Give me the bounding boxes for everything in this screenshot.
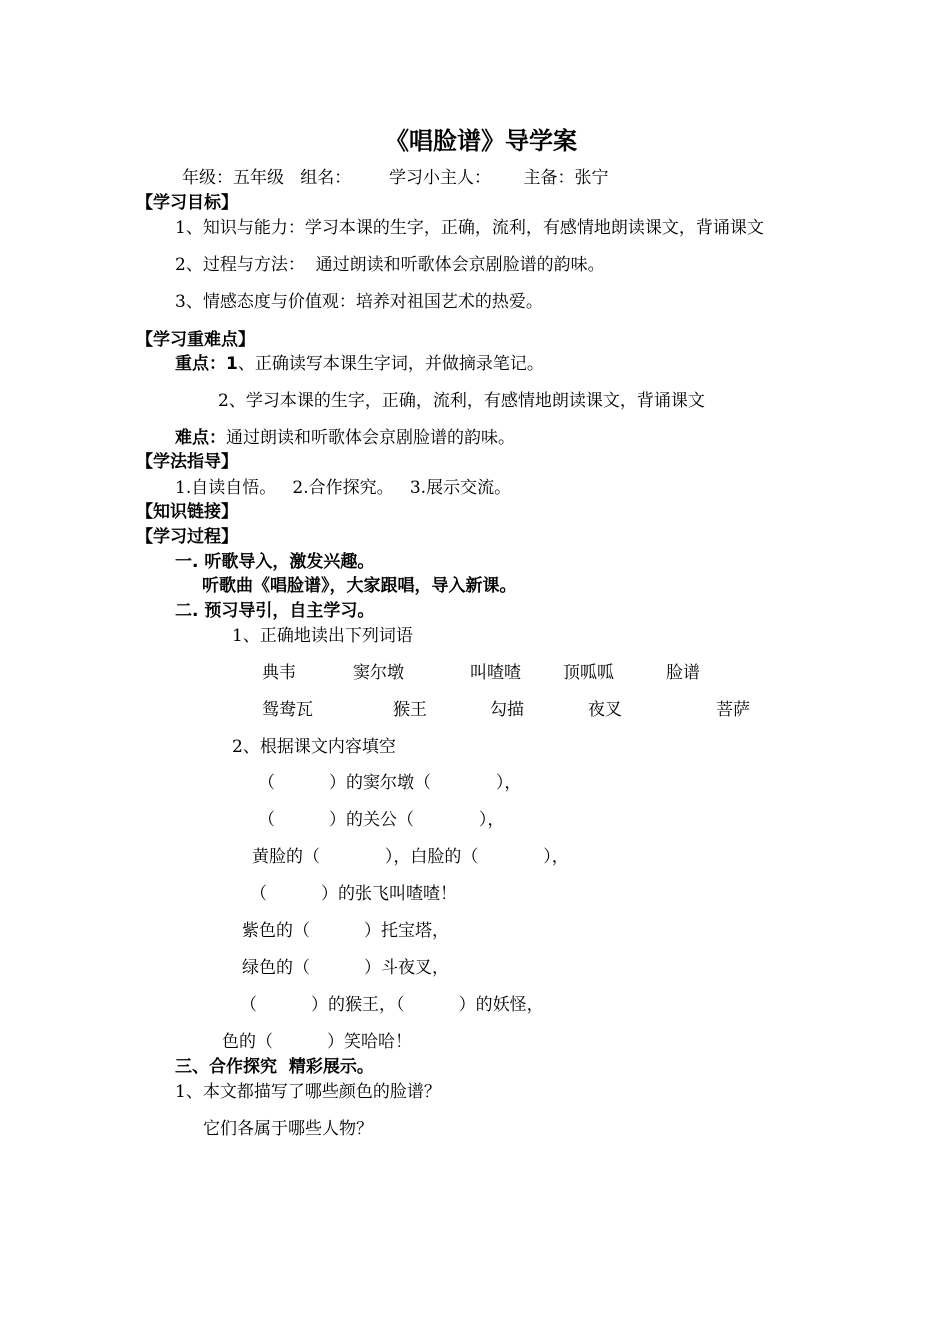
step2-title: 二. 预习导引，自主学习。 (175, 601, 375, 621)
info-line: 年级：五年级 组名： 学习小主人： 主备：张宁 (182, 168, 609, 188)
question-1: 1、本文都描写了哪些颜色的脸谱？ (175, 1082, 441, 1102)
section-methods: 【学法指导】 (136, 452, 238, 472)
key-point-1 (175, 354, 544, 374)
goal-item: 2、过程与方法： 通过朗读和听歌体会京剧脸谱的韵味。 (175, 255, 605, 275)
word: 脸谱 (666, 663, 700, 683)
methods-line: 1.自读自悟。 2.合作探究。 3.展示交流。 (175, 478, 512, 498)
fill-blank-line: （ ）的猴王，（ ）的妖怪， (240, 995, 544, 1015)
fill-blank-line: 绿色的（ ）斗夜叉， (242, 958, 450, 978)
fill-blank-line: 黄脸的（ ），白脸的（ ）， (252, 847, 569, 867)
fill-blank-line: （ ）的窦尔墩（ ）， (258, 773, 522, 793)
key-text: 、正确读写本课生字词，并做摘录笔记。 (237, 354, 544, 374)
word: 顶呱呱 (563, 663, 614, 683)
word: 夜叉 (588, 700, 622, 720)
difficulty-label: 难点： (175, 428, 226, 448)
section-links: 【知识链接】 (136, 502, 238, 522)
word: 窦尔墩 (353, 663, 404, 683)
step1-text: 听歌曲《唱脸谱》，大家跟唱，导入新课。 (202, 576, 517, 596)
fill-blank-line: 色的（ ）笑哈哈！ (222, 1032, 413, 1052)
word: 鸳鸯瓦 (262, 700, 313, 720)
difficulty-text: 通过朗读和听歌体会京剧脸谱的韵味。 (226, 428, 515, 448)
goal-item: 3、情感态度与价值观：培养对祖国艺术的热爱。 (175, 292, 543, 312)
section-goals: 【学习目标】 (136, 193, 238, 213)
fill-blank-line: （ ）的张飞叫喳喳！ (250, 884, 458, 904)
step3-title: 三、合作探究 精彩展示。 (175, 1057, 374, 1077)
fill-blank-line: 紫色的（ ）托宝塔， (242, 921, 450, 941)
step1-title: 一. 听歌导入，激发兴趣。 (175, 552, 375, 572)
word: 勾描 (490, 700, 524, 720)
difficulty (175, 428, 515, 448)
word: 猴王 (393, 700, 427, 720)
word: 典韦 (262, 663, 296, 683)
key-point-2: 2、学习本课的生字，正确，流利，有感情地朗读课文，背诵课文 (218, 391, 705, 411)
goal-item: 1、知识与能力：学习本课的生字，正确，流利，有感情地朗读课文，背诵课文 (175, 218, 764, 238)
fill-blank-line: （ ）的关公（ ）， (258, 810, 505, 830)
task2: 2、根据课文内容填空 (232, 737, 396, 757)
key-label: 重点：1 (175, 354, 238, 374)
section-key-points: 【学习重难点】 (136, 330, 255, 350)
word: 菩萨 (716, 700, 750, 720)
word: 叫喳喳 (470, 663, 521, 683)
question-1-sub: 它们各属于哪些人物？ (203, 1119, 373, 1139)
page-title: 《唱脸谱》导学案 (385, 127, 577, 155)
task1: 1、正确地读出下列词语 (232, 626, 413, 646)
section-process: 【学习过程】 (136, 527, 238, 547)
